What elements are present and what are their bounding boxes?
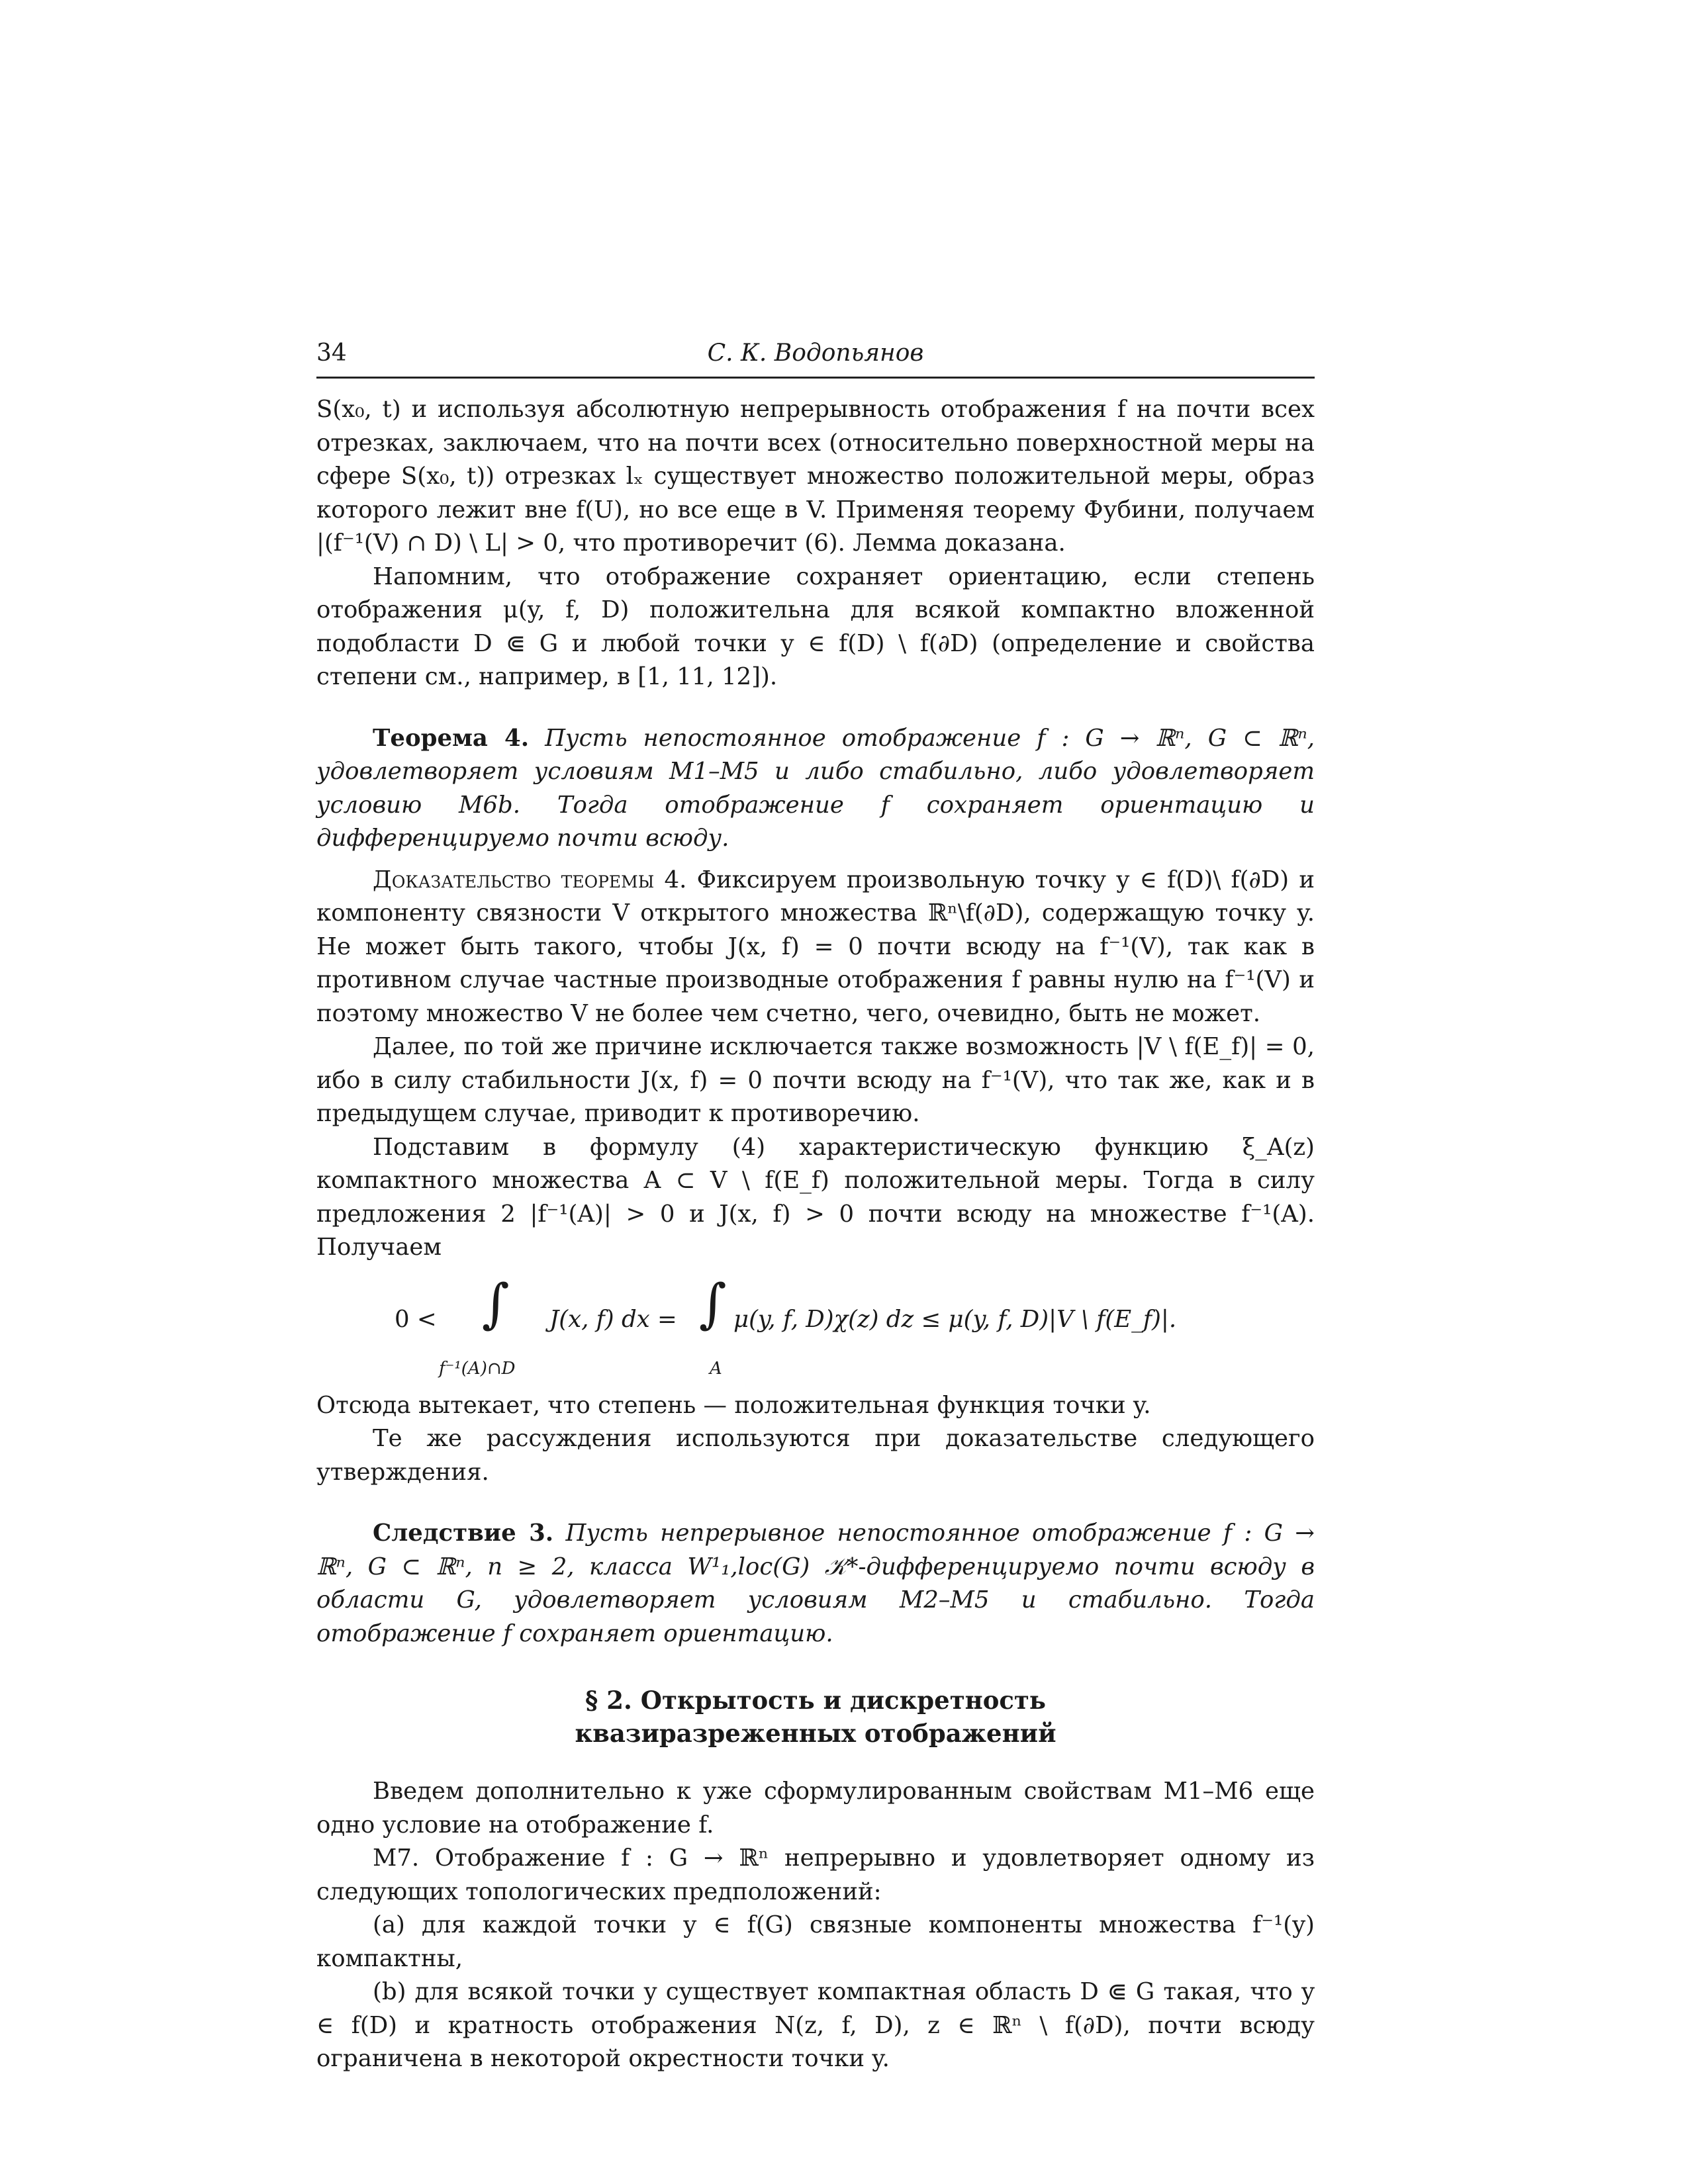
paragraph-orientation-definition: Напомним, что отображение сохраняет ориентацию, если степень отображения μ(y, f, D) положительна для всякой компактно вложенной подобласти D ⋐ G и любой точки y ∈ f(D) \ f(∂D) (определение и свойства степени см., например, в [1, 11, 12]). xyxy=(316,563,1315,690)
section-title-line-2: квазиразреженных отображений xyxy=(575,1719,1056,1748)
running-head: С. К. Водопьянов xyxy=(707,340,924,367)
theorem-4-text: Пусть непостоянное отображение f : G → ℝⁿ, G ⊂ ℝⁿ, удовлетворяет условиям M1–M5 и либо стабильно, либо удовлетворяет условию M6b. Тогда отображение f сохраняет ориентацию и дифференцируемо почти всюду. xyxy=(316,724,1315,852)
proof-text: Фиксируем произвольную точку y ∈ f(D)\ f(∂D) и компоненту связности V открытого множества ℝⁿ\f(∂D), содержащую точку y. Не может быть такого, чтобы J(x, f) = 0 почти всюду на f⁻¹(V), так как в противном случае частные производные отображения f равны нулю на f⁻¹(V) и поэтому множество V не более чем счетно, чего, очевидно, быть не может. xyxy=(316,866,1315,1027)
formula-integrand-1: J(x, f) dx = xyxy=(549,1305,677,1333)
page-header xyxy=(316,334,1315,379)
page-body xyxy=(316,393,1315,2076)
paragraph-conclusion: Отсюда вытекает, что степень — положительная функция точки y. xyxy=(316,1391,1151,1419)
corollary-3-text: Пусть непрерывное непостоянное отображение f : G → ℝⁿ, G ⊂ ℝⁿ, n ≥ 2, класса W¹₁,loc(G) 𝒦*-дифференцируемо почти всюду в области G, удовлетворяет условиям M2–M5 и стабильно. Тогда отображение f сохраняет ориентацию. xyxy=(316,1520,1315,1647)
paragraph-m7-a: (a) для каждой точки y ∈ f(G) связные компоненты множества f⁻¹(y) компактны, xyxy=(316,1911,1315,1972)
theorem-4 xyxy=(316,722,1315,856)
paragraph-lemma-end: S(x₀, t) и используя абсолютную непрерывность отображения f на почти всех отрезках, заключаем, что на почти всех (относительно поверхностной меры на сфере S(x₀, t)) отрезках lₓ существует множество положительной меры, образ которого лежит вне f(U), но все еще в V. Применяя теорему Фубини, получаем |(f⁻¹(V) ∩ D) \ L| > 0, что противоречит (6). Лемма доказана. xyxy=(316,396,1315,557)
display-formula xyxy=(316,1272,1315,1384)
proof-theorem-4 xyxy=(316,864,1315,1031)
corollary-3-label: Следствие 3. xyxy=(373,1520,554,1547)
integral-lower-limit-2: A xyxy=(710,1358,722,1379)
paragraph-m7-b: (b) для всякой точки y существует компактная область D ⋐ G такая, что y ∈ f(D) и кратность отображения N(z, f, D), z ∈ ℝⁿ \ f(∂D), почти всюду ограничена в некоторой окрестности точки y. xyxy=(316,1978,1315,2072)
formula-integrand-2: μ(y, f, D)χ(z) dz ≤ μ(y, f, D)|V \ f(E_f)|. xyxy=(733,1305,1177,1333)
paragraph-characteristic-function: Подставим в формулу (4) характеристическую функцию ξ_A(z) компактного множества A ⊂ V \ f(E_f) положительной меры. Тогда в силу предложения 2 |f⁻¹(A)| > 0 и J(x, f) > 0 почти всюду на множестве f⁻¹(A). Получаем xyxy=(316,1133,1315,1261)
paragraph-m7: M7. Отображение f : G → ℝⁿ непрерывно и удовлетворяет одному из следующих топологических предположений: xyxy=(316,1844,1315,1905)
proof-label: Доказательство теоремы 4. xyxy=(373,866,687,893)
section-title-line-1: § 2. Открытость и дискретность xyxy=(585,1686,1046,1715)
paper-page xyxy=(316,334,1315,2076)
corollary-3 xyxy=(316,1517,1315,1651)
section-title xyxy=(316,1684,1315,1750)
paragraph-same-reasoning: Те же рассуждения используются при доказательстве следующего утверждения. xyxy=(316,1425,1315,1486)
integral-lower-limit-1: f⁻¹(A)∩D xyxy=(439,1358,516,1379)
page-number: 34 xyxy=(316,340,347,367)
theorem-4-label: Теорема 4. xyxy=(373,724,530,752)
paragraph-stability: Далее, по той же причине исключается также возможность |V \ f(E_f)| = 0, ибо в силу стабильности J(x, f) = 0 почти всюду на f⁻¹(V), что так же, как и в предыдущем случае, приводит к противоречию. xyxy=(316,1033,1315,1127)
formula-lhs: 0 < xyxy=(395,1305,437,1333)
paragraph-additional-condition: Введем дополнительно к уже сформулированным свойствам M1–M6 еще одно условие на отображение f. xyxy=(316,1778,1315,1839)
integral-sign-2: ∫ xyxy=(699,1272,727,1334)
integral-sign-1: ∫ xyxy=(482,1272,510,1334)
